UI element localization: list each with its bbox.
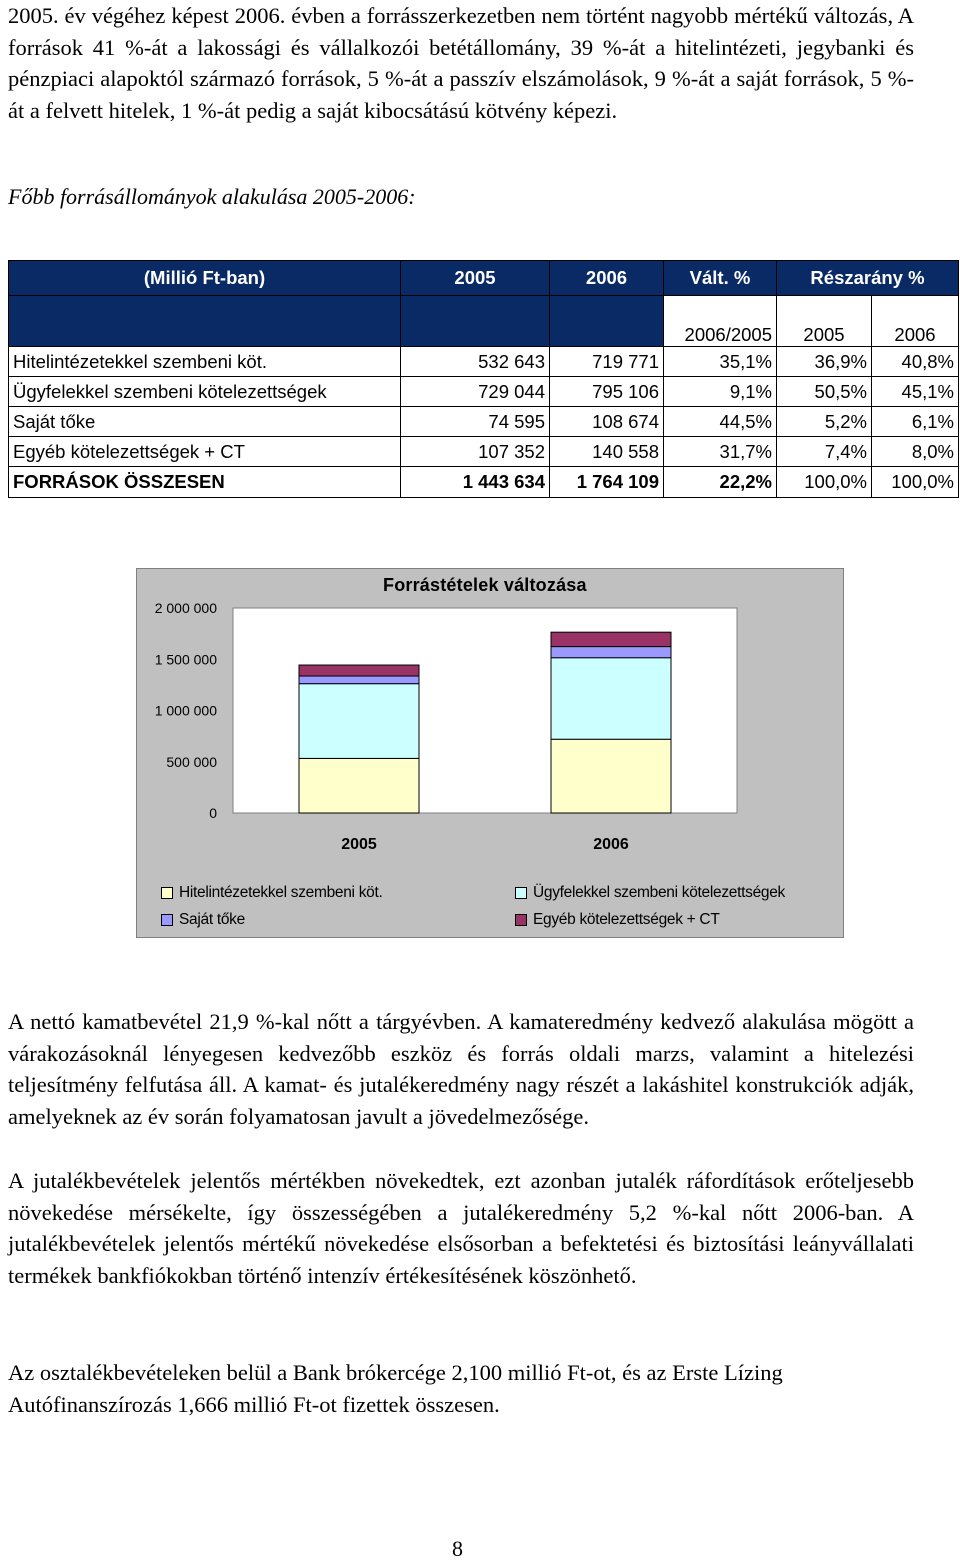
total-change: 22,2% bbox=[664, 467, 777, 498]
bar-segment bbox=[299, 684, 419, 759]
body-paragraph-1: A nettó kamatbevétel 21,9 %-kal nőtt a tárgyévben. A kamateredmény kedvező alakulása mögött a várakozásoknál lényegesen kedvezőbb eszköz és forrás oldali marzs, valamint a hitelezési teljesítmény felfutása áll. A kamat- és jutalékeredmény nagy részét a lakáshitel konstrukciók adják, amelyeknek az év során folyamatosan javult a jövedelmezősége. bbox=[8, 1009, 914, 1129]
subheader-blank bbox=[550, 296, 664, 347]
bar-segment bbox=[299, 676, 419, 684]
bar-segment bbox=[299, 758, 419, 813]
table-subheader-row bbox=[9, 296, 959, 347]
header-2005: 2005 bbox=[401, 261, 550, 296]
chart-container bbox=[136, 568, 844, 938]
body-paragraph-2: A jutalékbevételek jelentős mértékben növekedtek, ezt azonban jutalék ráfordítások erőteljesebb növekedése mérsékelte, így összességében a jutalékeredmény 5,2 %-kal nőtt 2006-ban. A jutalékbevételek jelentős mértékű növekedése elsősorban a befektetési és biztosítási leányvállalati termékek bankfiókokban történő intenzív értékesítésének köszönhető. bbox=[8, 1168, 914, 1288]
total-share-2005: 100,0% bbox=[777, 467, 872, 498]
row-2006: 795 106 bbox=[550, 377, 664, 407]
row-name: Saját tőke bbox=[9, 407, 401, 437]
row-share-2005: 5,2% bbox=[777, 407, 872, 437]
row-name: Ügyfelekkel szembeni kötelezettségek bbox=[9, 377, 401, 407]
table-total-row bbox=[9, 467, 959, 498]
page-number: 8 bbox=[452, 1536, 463, 1561]
stacked-bar-chart bbox=[137, 569, 843, 869]
legend-item bbox=[161, 884, 383, 902]
row-change: 44,5% bbox=[664, 407, 777, 437]
legend-swatch bbox=[515, 887, 527, 899]
header-2006: 2006 bbox=[550, 261, 664, 296]
legend-swatch bbox=[161, 914, 173, 926]
row-share-2006: 40,8% bbox=[872, 347, 959, 377]
row-share-2005: 36,9% bbox=[777, 347, 872, 377]
y-tick-label: 1 500 000 bbox=[154, 651, 217, 668]
total-2005: 1 443 634 bbox=[401, 467, 550, 498]
row-share-2005: 7,4% bbox=[777, 437, 872, 467]
subheader-share-2006: 2006 bbox=[872, 296, 959, 347]
total-share-2006: 100,0% bbox=[872, 467, 959, 498]
section-subtitle: Főbb forrásállományok alakulása 2005-2006: bbox=[8, 184, 416, 209]
legend-item bbox=[515, 884, 785, 902]
header-share: Részarány % bbox=[777, 261, 959, 296]
row-2005: 729 044 bbox=[401, 377, 550, 407]
sources-table bbox=[8, 260, 959, 498]
legend-item bbox=[515, 911, 720, 929]
subheader-blank bbox=[401, 296, 550, 347]
body-paragraph-3: Az osztalékbevételeken belül a Bank brókercége 2,100 millió Ft-ot, és az Erste Lízing Autófinanszírozás 1,666 millió Ft-ot fizettek összesen. bbox=[8, 1360, 783, 1417]
row-2006: 108 674 bbox=[550, 407, 664, 437]
legend-swatch bbox=[515, 914, 527, 926]
legend-label: Hitelintézetekkel szembeni köt. bbox=[179, 884, 383, 901]
y-tick-label: 500 000 bbox=[166, 753, 217, 770]
legend-swatch bbox=[161, 887, 173, 899]
row-share-2006: 6,1% bbox=[872, 407, 959, 437]
y-tick-label: 2 000 000 bbox=[154, 600, 217, 616]
legend-label: Egyéb kötelezettségek + CT bbox=[533, 911, 720, 928]
intro-paragraph: 2005. év végéhez képest 2006. évben a forrásszerkezetben nem történt nagyobb mértékű változás, A források 41 %-át a lakossági és vállalkozói betétállomány, 39 %-át a hitelintézeti, jegybanki és pénzpiaci alapoktól származó források, 5 %-át a passzív elszámolások, 9 %-át a saját források, 5 %-át a felvett hitelek, 1 %-át pedig a saját kibocsátású kötvény képezi. bbox=[8, 3, 914, 123]
table-header-row bbox=[9, 261, 959, 296]
table-row bbox=[9, 407, 959, 437]
bar-segment bbox=[299, 665, 419, 676]
table-row bbox=[9, 377, 959, 407]
row-change: 9,1% bbox=[664, 377, 777, 407]
chart-title: Forrástételek változása bbox=[383, 575, 587, 595]
table-row bbox=[9, 437, 959, 467]
row-2005: 74 595 bbox=[401, 407, 550, 437]
y-tick-label: 0 bbox=[209, 805, 217, 821]
row-share-2006: 45,1% bbox=[872, 377, 959, 407]
total-2006: 1 764 109 bbox=[550, 467, 664, 498]
legend-label: Saját tőke bbox=[179, 911, 245, 928]
legend-item bbox=[161, 911, 245, 929]
row-name: Hitelintézetekkel szembeni köt. bbox=[9, 347, 401, 377]
row-2006: 719 771 bbox=[550, 347, 664, 377]
bar-segment bbox=[551, 658, 671, 739]
row-2005: 532 643 bbox=[401, 347, 550, 377]
bar-segment bbox=[551, 739, 671, 813]
row-share-2006: 8,0% bbox=[872, 437, 959, 467]
row-change: 31,7% bbox=[664, 437, 777, 467]
row-change: 35,1% bbox=[664, 347, 777, 377]
row-share-2005: 50,5% bbox=[777, 377, 872, 407]
table-row bbox=[9, 347, 959, 377]
legend-label: Ügyfelekkel szembeni kötelezettségek bbox=[533, 884, 785, 901]
bar-segment bbox=[551, 647, 671, 658]
row-name: Egyéb kötelezettségek + CT bbox=[9, 437, 401, 467]
row-2006: 140 558 bbox=[550, 437, 664, 467]
y-tick-label: 1 000 000 bbox=[154, 702, 217, 719]
subheader-change: 2006/2005 bbox=[664, 296, 777, 347]
subheader-share-2005: 2005 bbox=[777, 296, 872, 347]
header-change: Vált. % bbox=[664, 261, 777, 296]
x-tick-label: 2005 bbox=[341, 836, 377, 853]
total-name: FORRÁSOK ÖSSZESEN bbox=[9, 467, 401, 498]
row-2005: 107 352 bbox=[401, 437, 550, 467]
subheader-blank bbox=[9, 296, 401, 347]
bar-segment bbox=[551, 632, 671, 646]
x-tick-label: 2006 bbox=[593, 836, 629, 853]
header-label: (Millió Ft-ban) bbox=[9, 261, 401, 296]
